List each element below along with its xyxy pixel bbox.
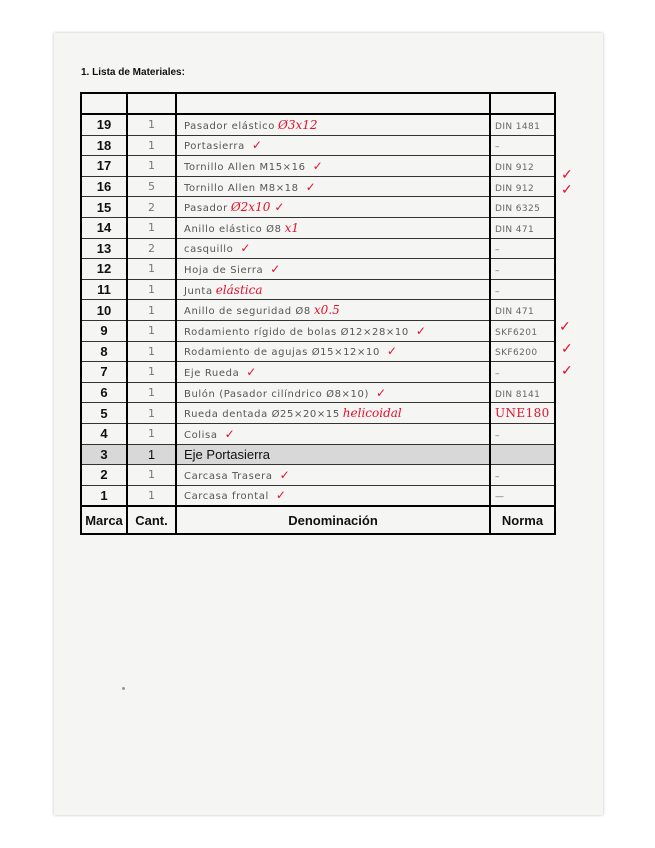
- check-mark-icon: ✓: [375, 385, 387, 400]
- norma-text: –: [495, 245, 500, 256]
- table-row: [81, 238, 555, 259]
- handwritten-correction: elástica: [215, 282, 263, 297]
- denominacion-text: casquillo: [184, 244, 234, 256]
- row-norma: [490, 238, 555, 259]
- row-cantidad: 1: [127, 465, 176, 486]
- row-cantidad: 1: [127, 362, 176, 383]
- denominacion-text: Carcasa frontal: [184, 491, 269, 503]
- denominacion-text: Junta: [184, 285, 213, 297]
- row-cantidad: 1: [127, 423, 176, 444]
- row-norma: [490, 135, 555, 156]
- row-marca: 3: [81, 444, 127, 465]
- check-mark-icon: ✓: [415, 323, 427, 338]
- row-marca: 15: [81, 197, 127, 218]
- row-denominacion: [176, 403, 490, 424]
- row-marca: 4: [81, 423, 127, 444]
- header-cant: Cant.: [127, 506, 176, 534]
- denominacion-text: Eje Rueda: [184, 367, 240, 379]
- row-marca: 9: [81, 320, 127, 341]
- header-denominacion: Denominación: [176, 506, 490, 534]
- denominacion-text: Eje Portasierra: [184, 446, 270, 462]
- handwritten-correction: Ø2x10: [230, 200, 271, 215]
- norma-text: –: [495, 265, 500, 276]
- table-header-row: [81, 506, 555, 534]
- row-norma: [490, 423, 555, 444]
- row-norma: [490, 156, 555, 177]
- row-norma: [490, 485, 555, 506]
- norma-text: –: [495, 142, 500, 153]
- row-norma: [490, 217, 555, 238]
- header-marca: Marca: [81, 506, 127, 534]
- row-cantidad: 1: [127, 156, 176, 177]
- denominacion-text: Portasierra: [184, 141, 245, 153]
- norma-text: SKF6201: [495, 327, 538, 338]
- row-cantidad: 1: [127, 485, 176, 506]
- row-marca: 5: [81, 403, 127, 424]
- row-norma: [490, 300, 555, 321]
- norma-text: –: [495, 286, 500, 297]
- handwritten-correction: x1: [284, 220, 300, 235]
- row-marca: 1: [81, 485, 127, 506]
- row-denominacion: [176, 259, 490, 280]
- check-mark-icon: ✓: [274, 200, 285, 215]
- row-marca: 16: [81, 176, 127, 197]
- denominacion-text: Pasador: [184, 203, 228, 215]
- bill-of-materials-table: [80, 92, 556, 535]
- norma-text: DIN 471: [495, 224, 535, 235]
- row-norma: [490, 465, 555, 486]
- row-marca: 13: [81, 238, 127, 259]
- row-marca: 14: [81, 217, 127, 238]
- norma-text: SKF6200: [495, 348, 538, 359]
- table-row: [81, 135, 555, 156]
- norma-text: DIN 471: [495, 307, 535, 318]
- denominacion-text: Bulón (Pasador cilíndrico Ø8×10): [184, 388, 369, 400]
- row-denominacion: [176, 444, 490, 465]
- row-norma: [490, 444, 555, 465]
- table-row: [81, 320, 555, 341]
- check-mark-icon: ✓: [246, 364, 257, 379]
- row-marca: 10: [81, 300, 127, 321]
- check-mark-icon: ✓: [224, 426, 236, 441]
- check-mark-icon: ✓: [240, 241, 252, 256]
- row-cantidad: 1: [127, 320, 176, 341]
- norma-text: –: [495, 430, 500, 441]
- row-denominacion: [176, 341, 490, 362]
- row-marca: 7: [81, 362, 127, 383]
- denominacion-text: Colisa: [184, 429, 218, 441]
- row-cantidad: 1: [127, 341, 176, 362]
- table-row: [81, 197, 555, 218]
- row-marca: 18: [81, 135, 127, 156]
- row-norma: [490, 197, 555, 218]
- table-row: [81, 444, 555, 465]
- check-mark-icon: ✓: [312, 158, 324, 173]
- row-marca: 12: [81, 259, 127, 280]
- table-row: [81, 156, 555, 177]
- table-row: [81, 423, 555, 444]
- row-norma: [490, 259, 555, 280]
- row-cantidad: 1: [127, 114, 176, 135]
- blank-top-row: [81, 93, 555, 114]
- row-denominacion: [176, 465, 490, 486]
- row-marca: 2: [81, 465, 127, 486]
- table-row: [81, 485, 555, 506]
- row-cantidad: 1: [127, 382, 176, 403]
- row-marca: 6: [81, 382, 127, 403]
- table-row: [81, 362, 555, 383]
- norma-correction: UNE180: [495, 406, 550, 421]
- check-mark-icon: ✓: [270, 261, 281, 276]
- margin-check-icon: ✓: [561, 181, 573, 197]
- row-denominacion: [176, 197, 490, 218]
- row-denominacion: [176, 135, 490, 156]
- check-mark-icon: ✓: [251, 138, 263, 153]
- table-row: [81, 403, 555, 424]
- check-mark-icon: ✓: [386, 344, 398, 359]
- denominacion-text: Tornillo Allen M8×18: [184, 182, 299, 194]
- row-norma: [490, 382, 555, 403]
- table-row: [81, 382, 555, 403]
- check-mark-icon: ✓: [275, 488, 287, 503]
- row-cantidad: 1: [127, 217, 176, 238]
- row-denominacion: [176, 300, 490, 321]
- denominacion-text: Rueda dentada Ø25×20×15: [184, 409, 340, 421]
- row-cantidad: 1: [127, 444, 176, 465]
- row-denominacion: [176, 382, 490, 403]
- table-row: [81, 176, 555, 197]
- table-row: [81, 300, 555, 321]
- handwritten-correction: Ø3x12: [278, 117, 318, 132]
- row-denominacion: [176, 279, 490, 300]
- row-denominacion: [176, 485, 490, 506]
- table-row: [81, 114, 555, 135]
- row-norma: [490, 403, 555, 424]
- denominacion-text: Anillo de seguridad Ø8: [184, 306, 311, 318]
- row-cantidad: 1: [127, 300, 176, 321]
- table-row: [81, 217, 555, 238]
- norma-text: —: [495, 492, 505, 503]
- row-denominacion: [176, 217, 490, 238]
- norma-text: DIN 912: [495, 183, 535, 194]
- row-marca: 19: [81, 114, 127, 135]
- denominacion-text: Tornillo Allen M15×16: [184, 161, 306, 173]
- norma-text: –: [495, 368, 500, 379]
- denominacion-text: Rodamiento rígido de bolas Ø12×28×10: [184, 326, 409, 338]
- row-cantidad: 5: [127, 176, 176, 197]
- margin-check-icon: ✓: [561, 340, 573, 356]
- row-denominacion: [176, 238, 490, 259]
- margin-check-icon: ✓: [559, 318, 571, 334]
- row-denominacion: [176, 320, 490, 341]
- norma-text: DIN 1481: [495, 121, 541, 132]
- handwritten-correction: helicoidal: [342, 406, 402, 421]
- denominacion-text: Pasador elástico: [184, 120, 275, 132]
- table-row: [81, 465, 555, 486]
- row-cantidad: 1: [127, 403, 176, 424]
- row-norma: [490, 176, 555, 197]
- table-row: [81, 259, 555, 280]
- row-cantidad: 1: [127, 135, 176, 156]
- row-denominacion: [176, 114, 490, 135]
- denominacion-text: Anillo elástico Ø8: [184, 223, 282, 235]
- header-norma: Norma: [490, 506, 555, 534]
- check-mark-icon: ✓: [305, 179, 317, 194]
- row-norma: [490, 320, 555, 341]
- row-norma: [490, 114, 555, 135]
- row-denominacion: [176, 156, 490, 177]
- row-denominacion: [176, 176, 490, 197]
- row-cantidad: 1: [127, 259, 176, 280]
- row-norma: [490, 279, 555, 300]
- row-cantidad: 2: [127, 197, 176, 218]
- table-row: [81, 279, 555, 300]
- denominacion-text: Carcasa Trasera: [184, 470, 273, 482]
- norma-text: DIN 912: [495, 162, 535, 173]
- norma-text: DIN 8141: [495, 389, 541, 400]
- handwritten-correction: x0.5: [313, 303, 340, 318]
- denominacion-text: Rodamiento de agujas Ø15×12×10: [184, 347, 380, 359]
- row-marca: 17: [81, 156, 127, 177]
- row-marca: 8: [81, 341, 127, 362]
- row-cantidad: 1: [127, 279, 176, 300]
- row-denominacion: [176, 362, 490, 383]
- row-denominacion: [176, 423, 490, 444]
- row-cantidad: 2: [127, 238, 176, 259]
- norma-text: –: [495, 471, 500, 482]
- denominacion-text: Hoja de Sierra: [184, 264, 264, 276]
- paper-speck: [122, 687, 125, 690]
- row-norma: [490, 341, 555, 362]
- row-marca: 11: [81, 279, 127, 300]
- norma-text: DIN 6325: [495, 204, 541, 215]
- row-norma: [490, 362, 555, 383]
- section-heading: 1. Lista de Materiales:: [81, 67, 185, 78]
- margin-check-icon: ✓: [561, 362, 573, 378]
- check-mark-icon: ✓: [279, 467, 291, 482]
- margin-check-icon: ✓: [561, 166, 573, 182]
- table-row: [81, 341, 555, 362]
